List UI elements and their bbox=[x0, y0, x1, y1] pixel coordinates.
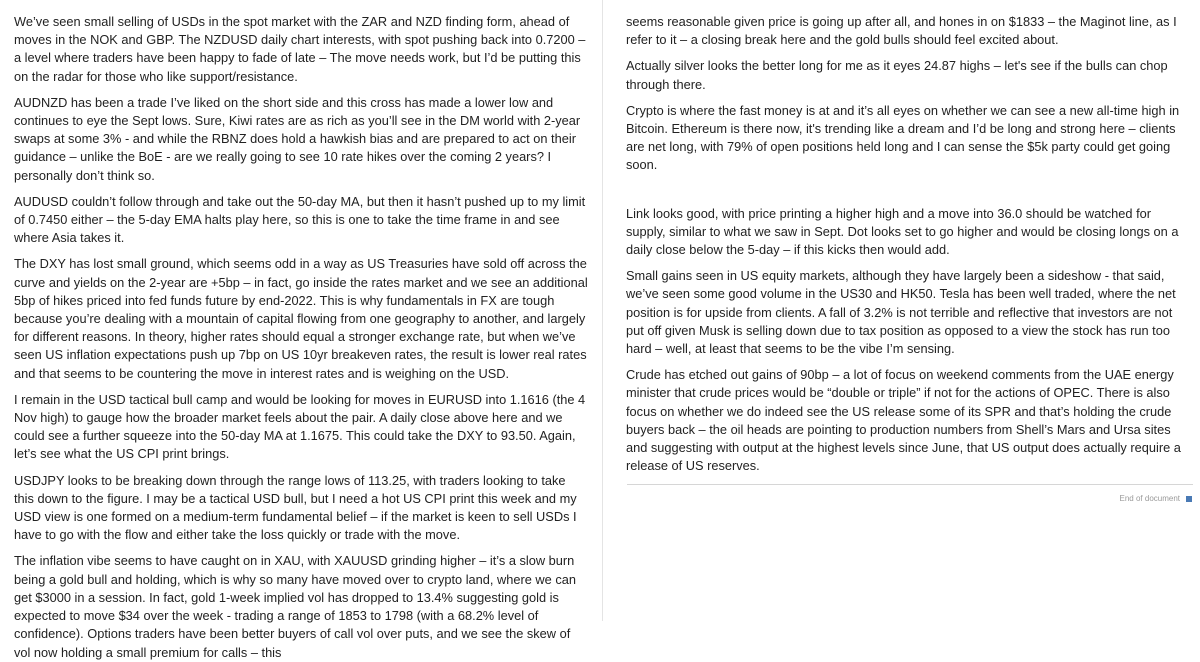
paragraph-crude: Crude has etched out gains of 90bp – a lot of focus on weekend comments from the UAE energy minister that crude prices would be “double or triple” if not for the actions of OPEC. There is also focus on whether we do indeed see the US release some of its SPR and that’s holding the crude buyers back – the oil heads are pointing to production numbers from Shell’s Mars and Ursa sites and suggesting with output at the highest levels since June, that US output does actually require a release of US reserves. bbox=[626, 367, 1181, 474]
document-page-right bbox=[604, 0, 1200, 621]
end-of-document-marker bbox=[1120, 494, 1192, 503]
end-of-document-label: End of document bbox=[1119, 494, 1180, 503]
paragraph-nzdusd: We’ve seen small selling of USDs in the spot market with the ZAR and NZD finding form, ahead of moves in the NOK and GBP. The NZDUSD daily chart interests, with spot pushing back into 0.7200 – a level where traders have been happy to fade of late – The move needs work, but I’d be putting this on the radar for those who like support/resistance. bbox=[14, 14, 586, 84]
paragraph-eurusd: I remain in the USD tactical bull camp and would be looking for moves in EURUSD into 1.1616 (the 4 Nov high) to gauge how the broader market feels about the pair. A daily close above here and we could see a further squeeze into the 50-day MA at 1.1675. This could take the DXY to 93.50. Again, let’s see what the US CPI print brings. bbox=[14, 391, 586, 462]
paragraph-gold-continued: seems reasonable given price is going up after all, and hones in on $1833 – the Maginot line, as I refer to it – a closing break here and the gold bulls should feel excited about. bbox=[626, 14, 1177, 48]
paragraph-us-equities: Small gains seen in US equity markets, although they have largely been a sideshow - that said, we’ve seen some good volume in the US30 and HK50. Tesla has been well traded, where the net position is for upside from clients. A fall of 3.2% is not terrible and reflective that investors are not put off given Musk is selling down due to tax position as opposed to a view the stock has run too hard – well, at least that seems to be the vibe I’m sensing. bbox=[626, 268, 1176, 357]
paragraph-usdjpy: USDJPY looks to be breaking down through the range lows of 113.25, with traders looking to take this down to the figure. I may be a tactical USD bull, but I need a hot US CPI print this week and my USD view is one formed on a medium-term fundamental belief – if the market is keen to sell USDs I have to go with the flow and either take the loss quickly or trade with the move. bbox=[14, 472, 577, 543]
paragraph-dxy: The DXY has lost small ground, which seems odd in a way as US Treasuries have sold off across the curve and yields on the 2-year are +5bp – in fact, go inside the rates market and we see an additional 5bp of hikes priced into fed funds future by end-2022. This is why fundamentals in FX are tough because you’re dealing with a mountain of capital flowing from one geography to another, and largely for different reasons. In theory, higher rates should equal a stronger exchange rate, but when we’ve seen US inflation expectations push up 7bp on US 10yr breakeven rates, the result is lower real rates and that seems to be countering the move in interest rates and is weighing on the USD. bbox=[14, 256, 588, 381]
paragraph-link-dot: Link looks good, with price printing a higher high and a move into 36.0 should be watched for supply, similar to what we saw in Sept. Dot looks set to go higher and would be closing longs on a daily close below the 5-day – if this kicks then would add. bbox=[626, 205, 1179, 258]
square-icon bbox=[1186, 496, 1192, 502]
paragraph-spacer bbox=[626, 183, 1190, 205]
paragraph-audusd: AUDUSD couldn’t follow through and take out the 50-day MA, but then it hasn’t pushed up to my limit of 0.7450 either – the 5-day EMA halts play here, so this is one to take the time frame in and see where Asia takes it. bbox=[14, 193, 586, 246]
paragraph-audnzd: AUDNZD has been a trade I’ve liked on the short side and this cross has made a lower low and continues to eye the Sept lows. Sure, Kiwi rates are as rich as you’ll see in the DM world with 2-year swaps at some 3% - and while the RBNZ does hold a hawkish bias and are prepared to act on their guidance – unlike the BoE - are we really going to see 10 rate hikes over the coming 2 years? I personally don’t think so. bbox=[14, 94, 581, 183]
paragraph-silver: Actually silver looks the better long for me as it eyes 24.87 highs – let's see if the bulls can chop through there. bbox=[626, 58, 1168, 92]
paragraph-xau: The inflation vibe seems to have caught on in XAU, with XAUUSD grinding higher – it’s a slow burn being a gold bull and holding, which is why so many have moved over to crypto land, where we can get $3000 in a session. In fact, gold 1-week implied vol has dropped to 13.4% suggesting gold is expected to move $34 over the week - trading a range of 1853 to 1798 (with a 68.2% level of confidence). Options traders have been better buyers of call vol over puts, and we see the skew of vol now holding a small premium for calls – this bbox=[14, 553, 576, 660]
paragraph-crypto: Crypto is where the fast money is at and it’s all eyes on whether we can see a new all-time high in Bitcoin. Ethereum is there now, it's trending like a dream and I’d be long and strong here – clients are net long, with 79% of open positions held long and I can sense the $5k party could get going soon. bbox=[626, 102, 1180, 173]
end-of-document-divider bbox=[627, 484, 1193, 485]
